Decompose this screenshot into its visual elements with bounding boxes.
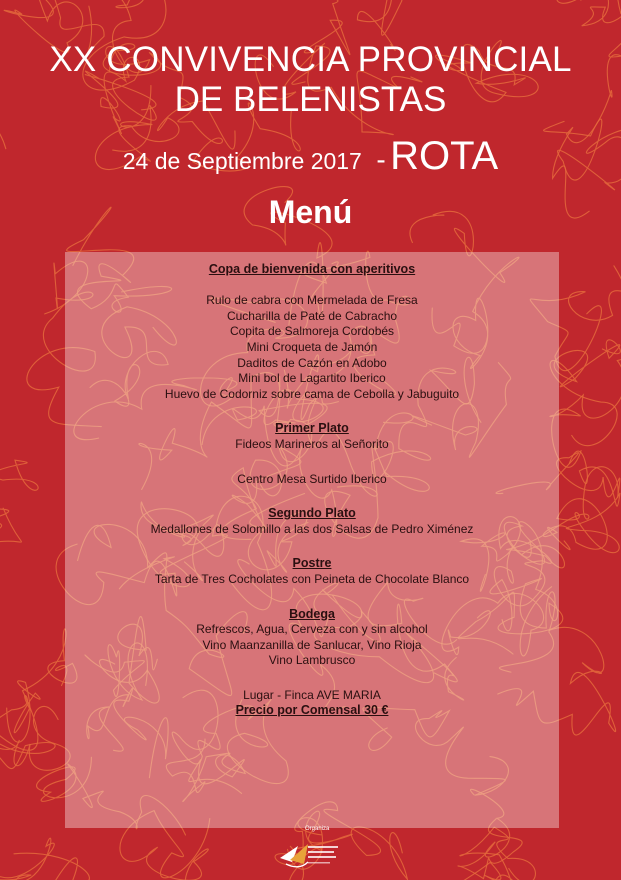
swirl-line xyxy=(542,0,621,26)
welcome-heading: Copa de bienvenida con aperitivos xyxy=(208,262,416,276)
swirl-line xyxy=(550,340,620,446)
first-course-item: Fideos Marineros al Señorito xyxy=(235,436,389,451)
drinks-heading: Bodega xyxy=(289,606,335,621)
second-course-item: Medallones de Solomillo a las dos Salsas de Pedro Ximénez xyxy=(150,521,474,536)
second-course-heading: Segundo Plato xyxy=(268,506,356,521)
price-line: Precio por Comensal 30 € xyxy=(235,703,389,718)
event-date: 24 de Septiembre 2017 xyxy=(122,148,362,174)
date-dash: - xyxy=(376,144,386,175)
welcome-item: Mini bol de Lagartito Iberico xyxy=(238,371,386,386)
welcome-item: Copita de Salmoreja Cordobés xyxy=(229,324,395,339)
dessert-heading: Postre xyxy=(292,556,332,571)
menu-content xyxy=(65,262,559,719)
date-line xyxy=(0,134,621,176)
venue-line: Lugar - Finca AVE MARIA xyxy=(243,687,381,702)
title-line-1: XX CONVIVENCIA PROVINCIAL xyxy=(49,40,572,79)
dessert-item: Tarta de Tres Cocholates con Peineta de Chocolate Blanco xyxy=(154,571,470,586)
welcome-item: Daditos de Cazón en Adobo xyxy=(237,355,387,370)
drinks-item: Vino Maanzanilla de Sanlucar, Vino Rioja xyxy=(202,637,422,652)
drinks-item: Vino Lambrusco xyxy=(268,653,356,668)
welcome-item: Mini Croqueta de Jamón xyxy=(246,339,378,354)
first-course-extra: Centro Mesa Surtido Iberico xyxy=(237,471,387,486)
welcome-item: Huevo de Codorniz sobre cama de Cebolla y Jabuguito xyxy=(164,386,460,401)
swirl-line xyxy=(0,838,89,880)
first-course-heading: Primer Plato xyxy=(275,421,349,436)
drinks-item: Refrescos, Agua, Cerveza con y sin alcohol xyxy=(196,622,428,637)
welcome-item: Rulo de cabra con Mermelada de Fresa xyxy=(206,293,418,308)
welcome-item: Cucharilla de Paté de Cabracho xyxy=(226,308,398,323)
title-line-2: DE BELENISTAS xyxy=(174,80,447,119)
event-city: ROTA xyxy=(390,134,499,178)
belenistas-logo-icon xyxy=(268,828,348,876)
swirl-line xyxy=(0,681,55,769)
swirl-line xyxy=(0,455,38,576)
organizer-label: Organiza xyxy=(305,826,330,832)
menu-heading: Menú xyxy=(268,194,353,230)
